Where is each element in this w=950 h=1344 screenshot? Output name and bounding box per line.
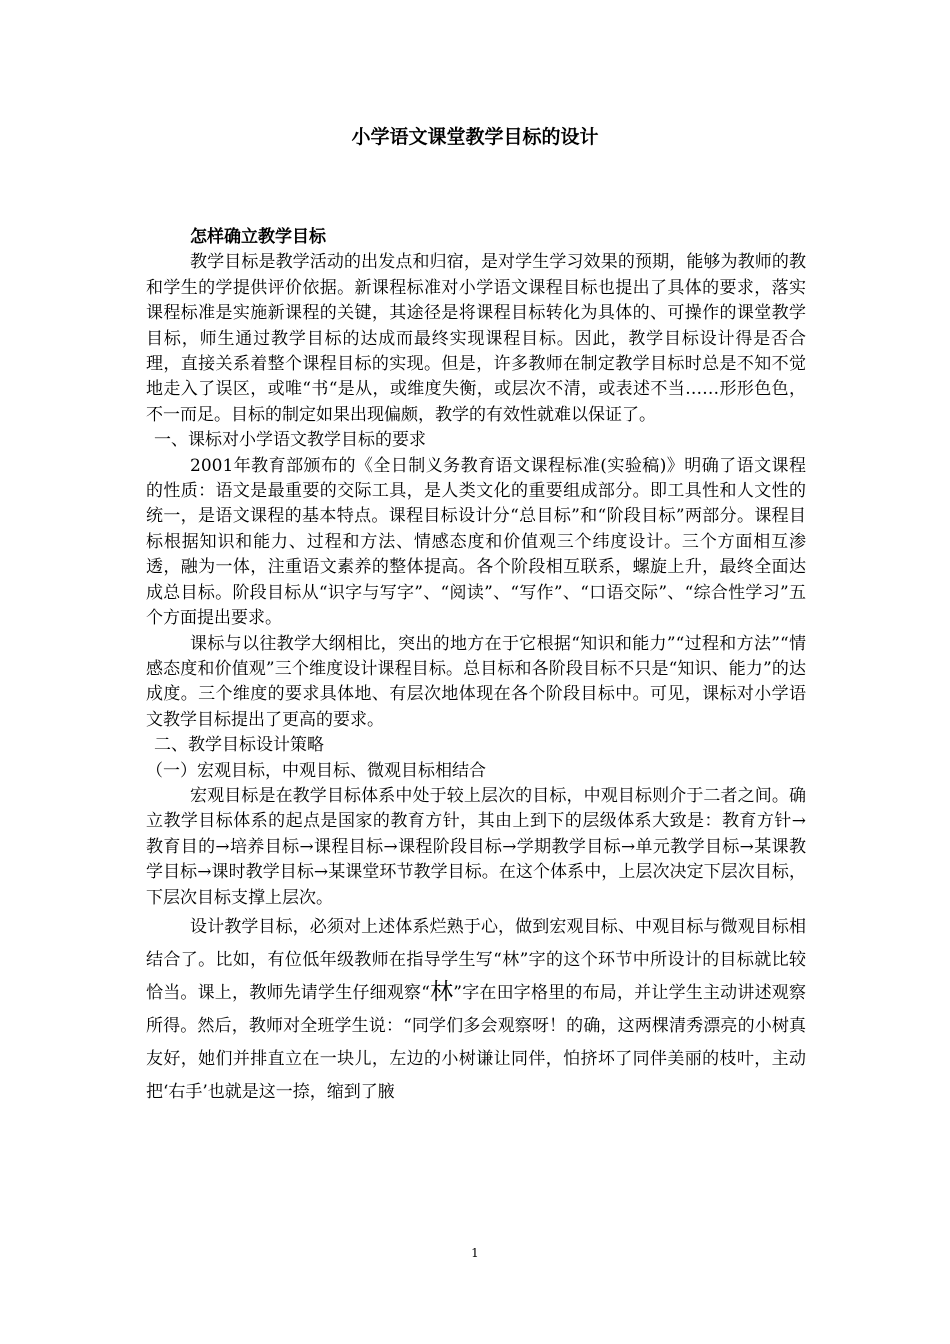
- document-body: [146, 225, 806, 1109]
- paragraph-macro-goals: 宏观目标是在教学目标体系中处于较上层次的目标，中观目标则介于二者之间。确立教学目标体系的起点是国家的教育方针，其由上到下的层级体系大致是：教育方针→教育目的→培养目标→课程目标→课程阶段目标→学期教学目标→单元教学目标→某课教学目标→课时教学目标→某课堂环节教学目标。在这个体系中，上层次决定下层次目标，下层次目标支撑上层次。: [146, 785, 806, 908]
- section-heading-1: 一、课标对小学语文教学目标的要求: [154, 430, 426, 451]
- paragraph-example-part2: ”字在田字格里的布局，并让学生主动讲述观察所得。然后，教师对全班学生说：“同学们多会观察呀！的确，这两棵清秀漂亮的小树真友好，她们并排直立在一块儿，左边的小树谦让同伴，怕挤坏了同伴美丽的枝叶，主动把‘右手’也就是这一捺，缩到了腋: [146, 982, 806, 1102]
- section-heading: 怎样确立教学目标: [190, 227, 326, 247]
- document-title: 小学语文课堂教学目标的设计: [351, 126, 599, 148]
- paragraph-comparison: 课标与以往教学大纲相比，突出的地方在于它根据“知识和能力”“过程和方法”“情感态度和价值观”三个维度设计课程目标。总目标和各阶段目标不只是“知识、能力”的达成度。三个维度的要求具体地、有层次地体现在各个阶段目标中。可见，课标对小学语文教学目标提出了更高的要求。: [146, 633, 806, 730]
- page-number: 1: [471, 1246, 479, 1260]
- emphasized-character: 林: [429, 978, 454, 1005]
- paragraph-example-part1: 设计教学目标，必须对上述体系烂熟于心，做到宏观目标、中观目标与微观目标相结合了。比如，有位低年级教师在指导学生写“林”字的这个环节中所设计的目标就比较恰当。课上，教师先请学生仔细观察“: [146, 916, 806, 1003]
- paragraph-standard: 2001年教育部颁布的《全日制义务教育语文课程标准(实验稿)》明确了语文课程的性质：语文是最重要的交际工具，是人类文化的重要组成部分。即工具性和人文性的统一，是语文课程的基本特点。课程目标设计分“总目标”和“阶段目标”两部分。课程目标根据知识和能力、过程和方法、情感态度和价值观三个纬度设计。三个方面相互渗透，融为一体，注重语文素养的整体提高。各个阶段相互联系，螺旋上升，最终全面达成总目标。阶段目标从“识字与写字”、“阅读”、“写作”、“口语交际”、“综合性学习”五个方面提出要求。: [146, 455, 806, 629]
- paragraph-intro: 教学目标是教学活动的出发点和归宿，是对学生学习效果的预期，能够为教师的教和学生的学提供评价依据。新课程标准对小学语文课程目标也提出了具体的要求，落实课程标准是实施新课程的关键，其途径是将课程目标转化为具体的、可操作的课堂教学目标，师生通过教学目标的达成而最终实现课程目标。因此，教学目标设计得是否合理，直接关系着整个课程目标的实现。但是，许多教师在制定教学目标时总是不知不觉地走入了误区，或唯“书“是从，或维度失衡，或层次不清，或表述不当……形形色色，不一而足。目标的制定如果出现偏颇，教学的有效性就难以保证了。: [146, 252, 806, 425]
- paragraph-example: [146, 911, 806, 1109]
- section-heading-2: 二、教学目标设计策略: [154, 735, 324, 756]
- subsection-heading-1: （一）宏观目标，中观目标、微观目标相结合: [146, 760, 486, 781]
